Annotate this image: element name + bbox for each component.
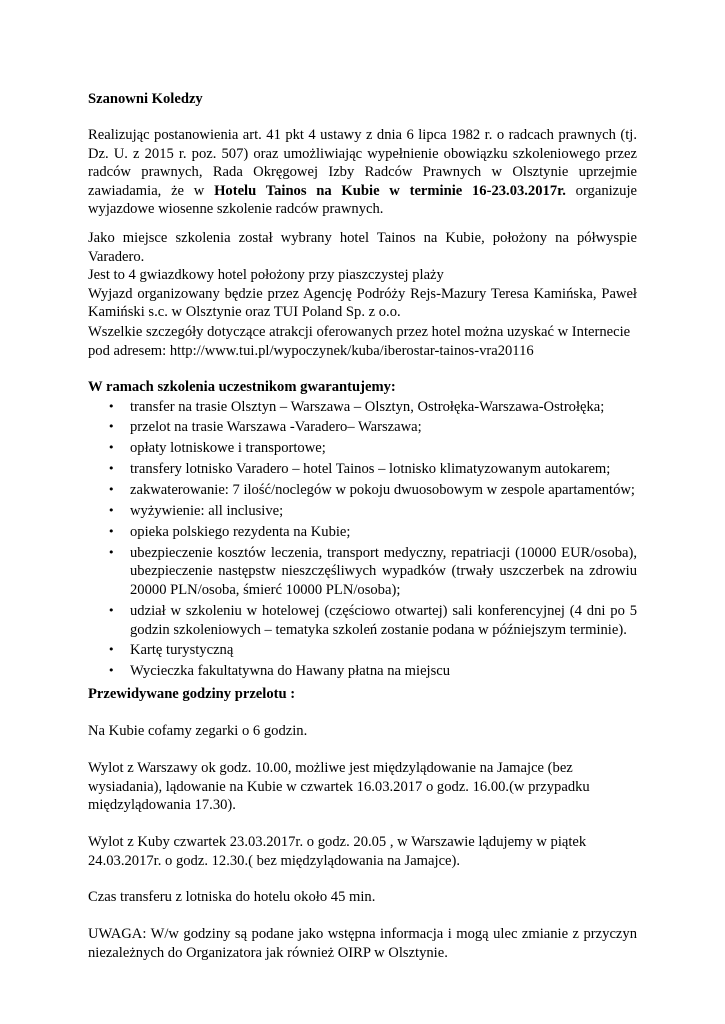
list-item — [88, 602, 637, 639]
transfer-block — [88, 888, 637, 907]
location-line-2: Jest to 4 gwiazdkowy hotel położony przy piaszczystej plaży — [88, 267, 444, 284]
departure-block — [88, 759, 637, 815]
greeting: Szanowni Koledzy — [88, 91, 203, 107]
bullet-icon: • — [108, 483, 115, 497]
bullet-icon: • — [108, 524, 115, 538]
details-paragraph: Wszelkie szczegóły dotyczące atrakcji oferowanych przez hotel można uzyskać w Internecie pod adresem: http://www.tui.pl/wypoczynek/kuba/iberostar-tainos-vra20116 — [88, 324, 631, 359]
list-item-text: wyżywienie: all inclusive; — [130, 503, 284, 520]
list-item-text: transfer na trasie Olsztyn – Warszawa – Olsztyn, Ostrołęka-Warszawa-Ostrołęka; — [130, 398, 605, 415]
return-block — [88, 833, 637, 870]
list-item-text: przelot na trasie Warszawa -Varadero– Warszawa; — [130, 419, 422, 436]
departure-line-2: wysiadania), lądowanie na Kubie w czwartek 16.03.2017 o godz. 16.00.(w przypadku — [88, 778, 590, 795]
warning-note: UWAGA: W/w godziny są podane jako wstępna informacja i mogą ulec zmianie z przyczyn niezależnych do Organizatora jak również OIRP w Olsztynie. — [88, 926, 637, 961]
timezone-block — [88, 722, 637, 741]
list-item-text: Wycieczka fakultatywna do Hawany płatna na miejscu — [130, 663, 451, 680]
guarantee-block — [88, 378, 637, 683]
list-item — [88, 641, 637, 660]
list-item-text: opłaty lotniskowe i transportowe; — [130, 440, 326, 457]
note-block — [88, 925, 637, 962]
list-item — [88, 398, 637, 417]
bullet-icon: • — [108, 441, 115, 455]
bullet-icon: • — [108, 399, 115, 413]
flights-heading: Przewidywane godziny przelotu : — [88, 686, 296, 702]
list-item — [88, 460, 637, 479]
flights-heading-block — [88, 685, 637, 704]
location-line-3: Wyjazd organizowany będzie przez Agencję Podróży Rejs-Mazury Teresa Kamińska, Paweł Kamiński s.c. w Olsztynie oraz TUI Poland Sp. z o.o. — [88, 285, 637, 321]
list-item — [88, 523, 637, 542]
list-item-text: opieka polskiego rezydenta na Kubie; — [130, 523, 351, 540]
list-item-text: zakwaterowanie: 7 ilość/noclegów w pokoju dwuosobowym w zespole apartamentów; — [130, 482, 635, 499]
intro-paragraph — [88, 126, 637, 219]
bullet-icon: • — [108, 420, 115, 434]
list-item-text: transfery lotnisko Varadero – hotel Tainos – lotnisko klimatyzowanym autokarem; — [130, 461, 611, 478]
intro-text-1: Realizując postanowienia art. 41 pkt 4 ustawy z dnia 6 lipca 1982 r. o radcach prawnych (tj. Dz. U. z 2015 r. poz. 507) oraz umożliwiając wypełnienie obowiązku szkoleniowego przez radców prawnych, Rada Okręgowej Izby Radców Prawnych w Olsztynie uprzejmie zawiadamia, że w — [88, 127, 637, 199]
list-item-text: udział w szkoleniu w hotelowej (częściowo otwartej) sali konferencyjnej (4 dni po 5 godzin szkoleniowych – tematyka szkoleń zostanie podana w późniejszym terminie). — [130, 602, 637, 638]
list-item-text: ubezpieczenie kosztów leczenia, transport medyczny, repatriacji (10000 EUR/osoba), ubezpieczenie następstw nieszczęśliwych wypadków (trwały uszczerbek na zdrowiu 20000 PLN/osoba, śmierć 10000 PLN/osoba); — [130, 544, 637, 599]
bullet-icon: • — [108, 545, 115, 559]
location-block — [88, 229, 637, 322]
list-item — [88, 439, 637, 458]
list-item — [88, 544, 637, 600]
intro-hotel-term: Hotelu Tainos na Kubie w terminie 16-23.03.2017r. — [214, 182, 566, 199]
guarantee-list — [88, 398, 637, 681]
list-item — [88, 662, 637, 681]
intro-text-2: organizuje wyjazdowe wiosenne szkolenie radców prawnych. — [88, 182, 637, 218]
list-item-text: Kartę turystyczną — [130, 642, 234, 659]
intro-block — [88, 126, 637, 219]
bullet-icon: • — [108, 603, 115, 617]
greeting-block — [88, 90, 637, 109]
return-line-1: Wylot z Kuby czwartek 23.03.2017r. o godz. 20.05 , w Warszawie lądujemy w piątek — [88, 834, 587, 850]
list-item — [88, 418, 637, 437]
list-item — [88, 502, 637, 521]
guarantee-heading: W ramach szkolenia uczestnikom gwarantujemy: — [88, 379, 396, 395]
bullet-icon: • — [108, 504, 115, 518]
location-line-1: Jako miejsce szkolenia został wybrany hotel Tainos na Kubie, położony na półwyspie Varadero. — [88, 230, 637, 265]
details-block — [88, 323, 637, 360]
list-item — [88, 481, 637, 500]
timezone-note: Na Kubie cofamy zegarki o 6 godzin. — [88, 723, 308, 739]
bullet-icon: • — [108, 462, 115, 476]
bullet-icon: • — [108, 664, 115, 678]
departure-line-3: międzylądowania 17.30). — [88, 797, 236, 814]
transfer-time: Czas transferu z lotniska do hotelu około 45 min. — [88, 889, 376, 905]
return-line-2: 24.03.2017r. o godz. 12.30.( bez międzylądowania na Jamajce). — [88, 852, 461, 869]
departure-line-1: Wylot z Warszawy ok godz. 10.00, możliwe jest międzylądowanie na Jamajce (bez — [88, 760, 573, 776]
bullet-icon: • — [108, 643, 115, 657]
